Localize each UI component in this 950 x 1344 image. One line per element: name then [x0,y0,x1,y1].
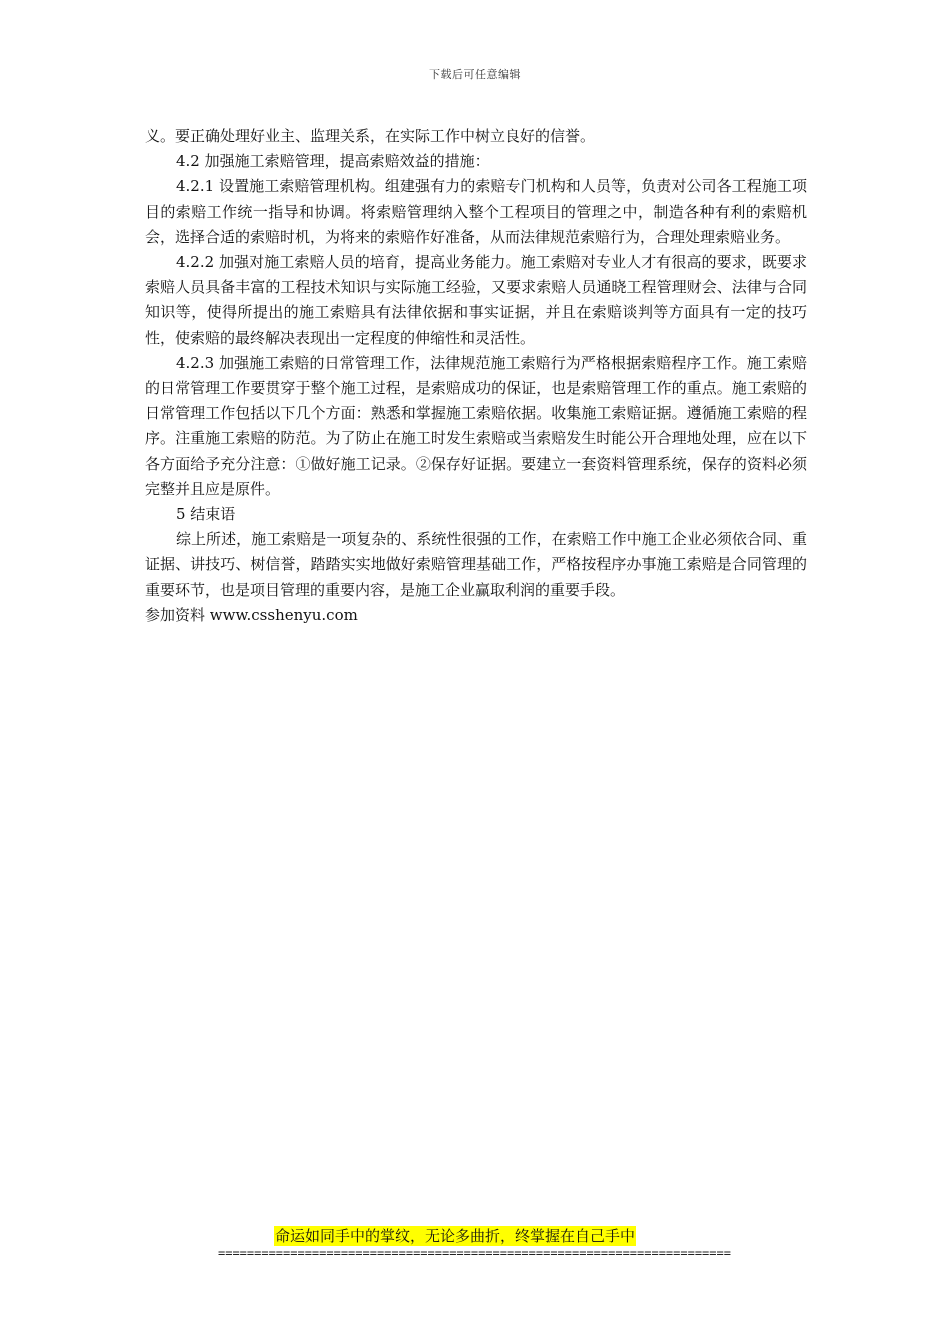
paragraph-continuation: 义。要正确处理好业主、监理关系，在实际工作中树立良好的信誉。 [145,127,596,145]
section-heading-4-2: 4.2 加强施工索赔管理，提高索赔效益的措施： [176,152,490,171]
footer-motto: 命运如同手中的掌纹，无论多曲折，终掌握在自己手中 [275,1227,636,1245]
page-header-note: 下载后可任意编辑 [429,68,521,81]
document-body [145,124,807,628]
reference-line: 参加资料 www.csshenyu.com [145,605,358,624]
section-heading-5: 5 结束语 [176,505,236,524]
paragraph-4-2-3: 4.2.3 加强施工索赔的日常管理工作，法律规范施工索赔行为严格根据索赔程序工作。施工索赔的日常管理工作要贯穿于整个施工过程，是索赔成功的保证，也是索赔管理工作的重点。施工索赔的日常管理工作包括以下几个方面：熟悉和掌握施工索赔依据。收集施工索赔证据。遵循施工索赔的程序。注重施工索赔的防范。为了防止在施工时发生索赔或当索赔发生时能公开合理地处理，应在以下各方面给予充分注意：①做好施工记录。②保存好证据。要建立一套资料管理系统，保存的资料必须完整并且应是原件。 [145,353,807,498]
paragraph-4-2-1: 4.2.1 设置施工索赔管理机构。组建强有力的索赔专门机构和人员等，负责对公司各工程施工项目的索赔工作统一指导和协调。将索赔管理纳入整个工程项目的管理之中，制造各种有利的索赔机会，选择合适的索赔时机，为将来的索赔作好准备，从而法律规范索赔行为，合理处理索赔业务。 [145,177,807,246]
paragraph-4-2-2: 4.2.2 加强对施工索赔人员的培育，提高业务能力。施工索赔对专业人才有很高的要求，既要求索赔人员具备丰富的工程技术知识与实际施工经验，又要求索赔人员通晓工程管理财会、法律与合同知识等，使得所提出的施工索赔具有法律依据和事实证据，并且在索赔谈判等方面具有一定的技巧性，使索赔的最终解决表现出一定程度的伸缩性和灵活性。 [145,253,807,347]
footer-divider: ======================================================================= [218,1246,731,1260]
paragraph-conclusion: 综上所述，施工索赔是一项复杂的、系统性很强的工作，在索赔工作中施工企业必须依合同、重证据、讲技巧、树信誉，踏踏实实地做好索赔管理基础工作，严格按程序办事施工索赔是合同管理的重要环节，也是项目管理的重要内容，是施工企业赢取利润的重要手段。 [145,530,807,599]
